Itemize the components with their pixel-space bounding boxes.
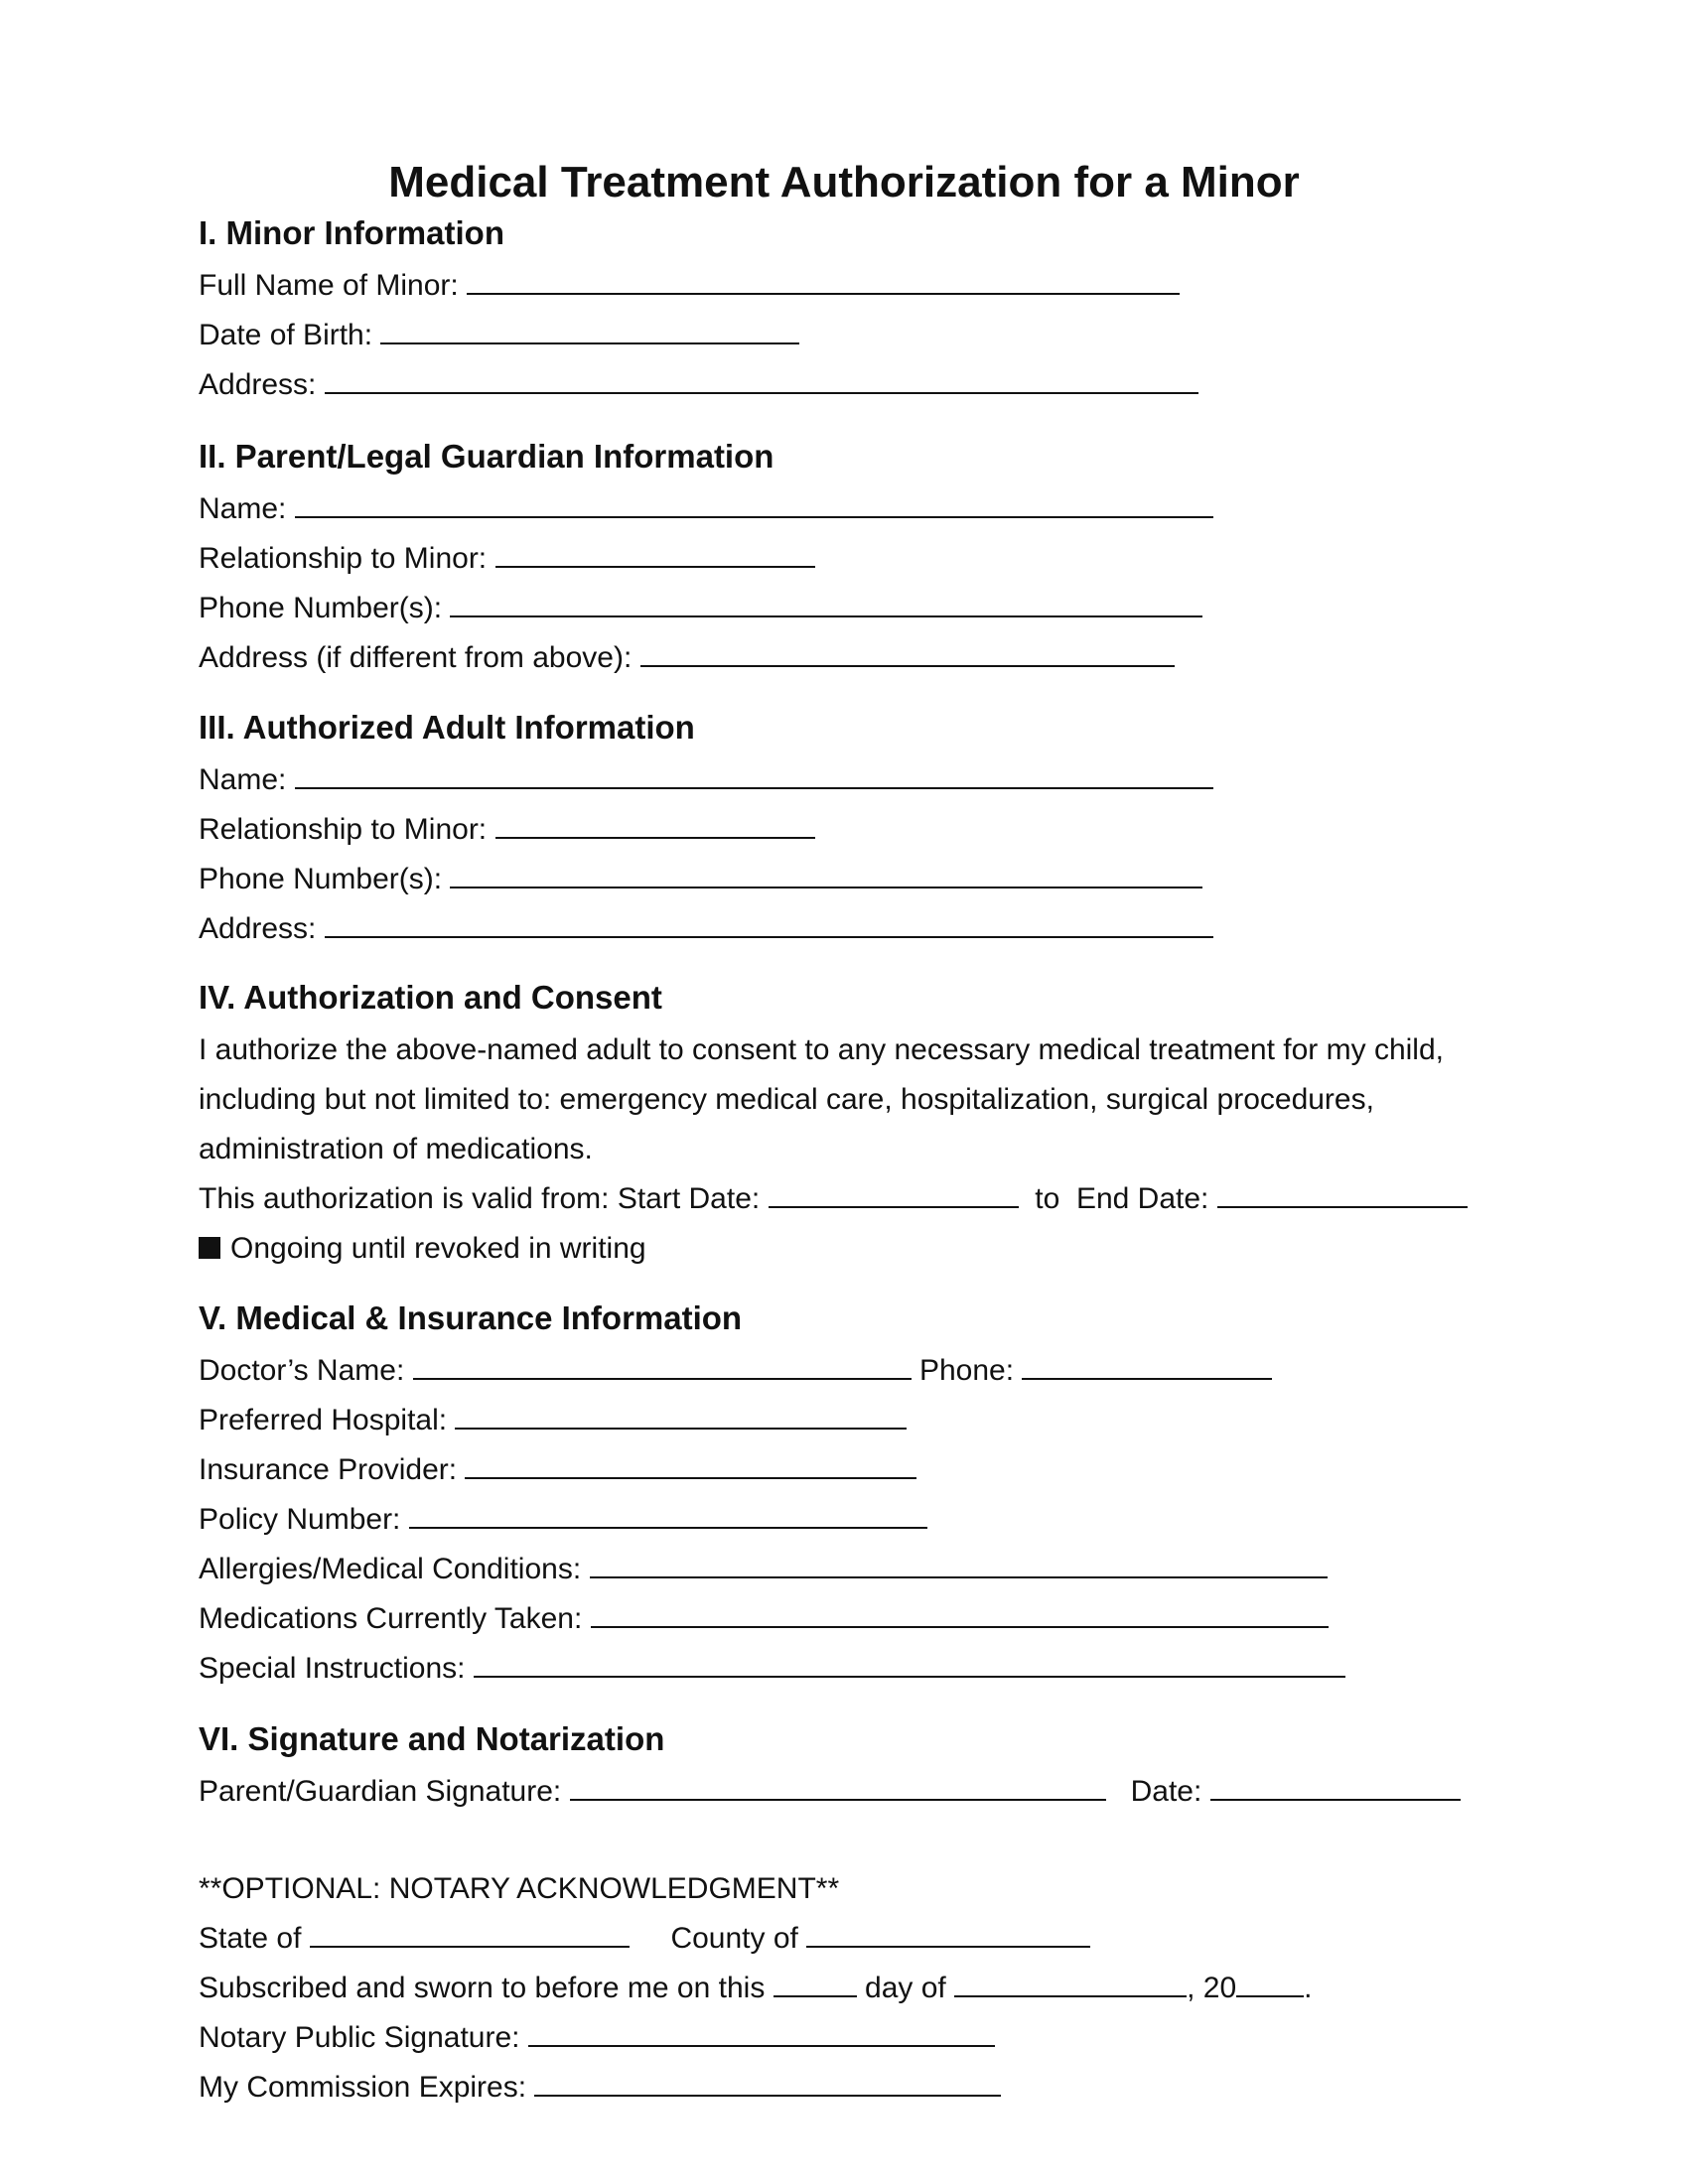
signature-row bbox=[199, 1772, 1461, 1812]
guardian-name-field[interactable] bbox=[295, 490, 1213, 518]
consent-paragraph-line-3: administration of medications. bbox=[199, 1133, 593, 1165]
section-heading-authorized-adult: III. Authorized Adult Information bbox=[199, 709, 695, 746]
notary-year-prefix: , 20 bbox=[1187, 1972, 1237, 2004]
signature-date-field[interactable] bbox=[1210, 1773, 1461, 1801]
guardian-relationship-label: Relationship to Minor: bbox=[199, 542, 488, 575]
section-heading-medical-insurance: V. Medical & Insurance Information bbox=[199, 1299, 743, 1336]
hospital-field[interactable] bbox=[455, 1402, 907, 1430]
instructions-field[interactable] bbox=[474, 1650, 1345, 1678]
ongoing-label: Ongoing until revoked in writing bbox=[230, 1232, 646, 1265]
notary-subscribed-label: Subscribed and sworn to before me on this bbox=[199, 1972, 766, 2004]
adult-phone-field[interactable] bbox=[450, 861, 1202, 888]
minor-address-row bbox=[199, 365, 1198, 405]
policy-row bbox=[199, 1500, 927, 1540]
minor-address-field[interactable] bbox=[325, 366, 1198, 394]
minor-full-name-field[interactable] bbox=[467, 267, 1180, 295]
allergies-row bbox=[199, 1550, 1328, 1589]
instructions-label: Special Instructions: bbox=[199, 1652, 466, 1685]
notary-month-field[interactable] bbox=[954, 1970, 1187, 1997]
doctor-row bbox=[199, 1351, 1272, 1391]
ongoing-checkbox[interactable] bbox=[199, 1237, 220, 1259]
notary-period: . bbox=[1304, 1972, 1313, 2004]
ongoing-row bbox=[199, 1229, 646, 1269]
notary-signature-label: Notary Public Signature: bbox=[199, 2021, 520, 2054]
adult-phone-row bbox=[199, 860, 1202, 899]
guardian-phone-field[interactable] bbox=[450, 590, 1202, 617]
guardian-address-field[interactable] bbox=[640, 639, 1175, 667]
minor-full-name-label: Full Name of Minor: bbox=[199, 269, 459, 302]
notary-state-label: State of bbox=[199, 1922, 302, 1955]
notary-state-county-row bbox=[199, 1919, 1090, 1959]
notary-state-field[interactable] bbox=[310, 1920, 630, 1948]
start-date-label: This authorization is valid from: Start Date: bbox=[199, 1182, 761, 1215]
notary-day-of-label: day of bbox=[865, 1972, 946, 2004]
doctor-phone-field[interactable] bbox=[1022, 1352, 1272, 1380]
guardian-address-row bbox=[199, 638, 1175, 678]
guardian-relationship-field[interactable] bbox=[495, 540, 815, 568]
notary-signature-field[interactable] bbox=[528, 2019, 995, 2047]
adult-address-field[interactable] bbox=[325, 910, 1213, 938]
adult-address-row bbox=[199, 909, 1213, 949]
end-date-label: End Date: bbox=[1075, 1182, 1209, 1215]
insurance-row bbox=[199, 1450, 916, 1490]
notary-county-label: County of bbox=[670, 1922, 798, 1955]
medications-label: Medications Currently Taken: bbox=[199, 1602, 583, 1635]
adult-name-field[interactable] bbox=[295, 761, 1213, 789]
adult-relationship-row bbox=[199, 810, 815, 850]
hospital-row bbox=[199, 1401, 907, 1440]
guardian-address-label: Address (if different from above): bbox=[199, 641, 633, 674]
minor-dob-row bbox=[199, 316, 799, 355]
hospital-label: Preferred Hospital: bbox=[199, 1404, 448, 1436]
adult-phone-label: Phone Number(s): bbox=[199, 863, 443, 895]
guardian-name-row bbox=[199, 489, 1213, 529]
minor-dob-field[interactable] bbox=[380, 317, 799, 344]
allergies-label: Allergies/Medical Conditions: bbox=[199, 1553, 582, 1585]
notary-signature-row bbox=[199, 2018, 995, 2058]
allergies-field[interactable] bbox=[590, 1551, 1328, 1578]
guardian-phone-row bbox=[199, 589, 1202, 628]
notary-commission-field[interactable] bbox=[534, 2069, 1001, 2097]
notary-commission-label: My Commission Expires: bbox=[199, 2071, 527, 2104]
validity-dates-row bbox=[199, 1179, 1468, 1219]
signature-date-label: Date: bbox=[1130, 1775, 1202, 1808]
insurance-label: Insurance Provider: bbox=[199, 1453, 458, 1486]
instructions-row bbox=[199, 1649, 1345, 1689]
notary-commission-row bbox=[199, 2068, 1001, 2108]
adult-address-label: Address: bbox=[199, 912, 317, 945]
minor-dob-label: Date of Birth: bbox=[199, 319, 373, 351]
section-heading-parent-guardian: II. Parent/Legal Guardian Information bbox=[199, 438, 774, 475]
adult-relationship-field[interactable] bbox=[495, 811, 815, 839]
doctor-name-field[interactable] bbox=[413, 1352, 912, 1380]
notary-year-field[interactable] bbox=[1236, 1970, 1304, 1997]
minor-address-label: Address: bbox=[199, 368, 317, 401]
notary-subscribed-row bbox=[199, 1969, 1312, 2008]
notary-county-field[interactable] bbox=[806, 1920, 1090, 1948]
insurance-field[interactable] bbox=[465, 1451, 916, 1479]
adult-relationship-label: Relationship to Minor: bbox=[199, 813, 488, 846]
medications-row bbox=[199, 1599, 1329, 1639]
medications-field[interactable] bbox=[591, 1600, 1329, 1628]
adult-name-row bbox=[199, 760, 1213, 800]
guardian-phone-label: Phone Number(s): bbox=[199, 592, 443, 624]
minor-full-name-row bbox=[199, 266, 1180, 306]
guardian-signature-field[interactable] bbox=[570, 1773, 1106, 1801]
policy-label: Policy Number: bbox=[199, 1503, 401, 1536]
doctor-phone-label: Phone: bbox=[918, 1354, 1015, 1387]
section-heading-signature: VI. Signature and Notarization bbox=[199, 1720, 665, 1757]
to-label: to bbox=[1035, 1182, 1060, 1215]
consent-paragraph-line-2: including but not limited to: emergency medical care, hospitalization, surgical procedures, bbox=[199, 1083, 1374, 1116]
policy-field[interactable] bbox=[409, 1501, 927, 1529]
document-title: Medical Treatment Authorization for a Minor bbox=[388, 158, 1300, 206]
adult-name-label: Name: bbox=[199, 763, 287, 796]
guardian-name-label: Name: bbox=[199, 492, 287, 525]
guardian-signature-label: Parent/Guardian Signature: bbox=[199, 1775, 562, 1808]
start-date-field[interactable] bbox=[769, 1180, 1019, 1208]
section-heading-minor-information: I. Minor Information bbox=[199, 214, 504, 251]
end-date-field[interactable] bbox=[1217, 1180, 1468, 1208]
notary-day-field[interactable] bbox=[774, 1970, 857, 1997]
guardian-relationship-row bbox=[199, 539, 815, 579]
notary-heading: **OPTIONAL: NOTARY ACKNOWLEDGMENT** bbox=[199, 1872, 840, 1905]
doctor-name-label: Doctor’s Name: bbox=[199, 1354, 405, 1387]
section-heading-authorization-consent: IV. Authorization and Consent bbox=[199, 979, 662, 1016]
consent-paragraph-line-1: I authorize the above-named adult to consent to any necessary medical treatment for my child, bbox=[199, 1033, 1444, 1066]
